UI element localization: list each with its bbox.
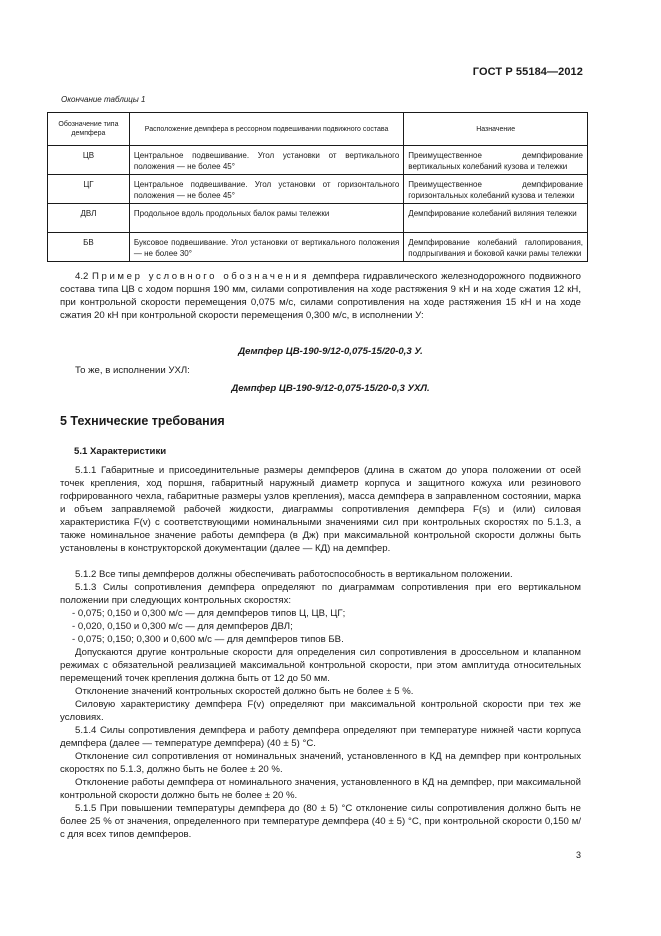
page-number: 3 [575,850,581,860]
cell-purpose: Демпфирование колебаний виляния тележки [404,204,588,233]
cell-code: ДВЛ [48,204,130,233]
cell-location: Центральное подвешивание. Угол установки от вертикального положения — не более 45° [129,146,403,175]
paragraph-allowed-speeds: Допускаются другие контрольные скорости для определения сил сопротивления в дроссельном и клапанном режимах с обязательной реализацией максимальной контрольной скорости, при этом амплитуда относительных перемещений точек крепления должна быть от 12 до 50 мм. [60,647,581,684]
cell-code: ЦВ [48,146,130,175]
example-number: 4.2 [75,271,89,282]
paragraph-5-1-1: 5.1.1 Габаритные и присоединительные размеры демпферов (длина в сжатом до упора положении от осей точек крепления, ход поршня, габаритный наружный диаметр корпуса и защитного кожуха или резинового гофрированного чехла, габаритные размеры узлов крепления), масса демпфера в заправленном состоянии, марка и объем заправляемой рабочей жидкости, диаграммы сопротивления демпфера F(s) и (или) силовая характеристика F(v) с соответствующими номинальными значениями сил при контрольных скоростях по 5.1.3, а также номинальное значение работы демпфера (в Дж) при максимальной контрольной скорости должны быть установлены в конструкторской документации (далее — КД) на демпфер. [60,465,581,554]
paragraph-5-1-4: 5.1.4 Силы сопротивления демпфера и работу демпфера определяют при температуре нижней части корпуса демпфера (далее — температуре демпфера) (40 ± 5) °С. [60,725,581,749]
paragraph-5-1-2: 5.1.2 Все типы демпферов должны обеспечивать работоспособность в вертикальном положении. [75,569,513,580]
designation-formula-uhl: Демпфер ЦВ-190-9/12-0,075-15/20-0,3 УХЛ. [231,383,430,394]
table-caption: Окончание таблицы 1 [61,95,146,104]
example-paragraph [60,270,581,322]
cell-purpose: Демпфирование колебаний галопирования, подпрыгивания и боковой качки рамы тележки [404,233,588,262]
list-item: - 0,075; 0,150; 0,300 и 0,600 м/с — для демпферов типов БВ. [72,634,344,645]
header-location: Расположение демпфера в рессорном подвешивании подвижного состава [129,113,403,146]
cell-purpose: Преимущественное демпфирование горизонтальных колебаний кузова и тележки [404,175,588,204]
paragraph-5-1-5: 5.1.5 При повышении температуры демпфера до (80 ± 5) °С отклонение силы сопротивления должно быть не более 25 % от значения, определенного при температуре демпфера (40 ± 5) °С, при контрольной скорости 0,150 м/с для всех типов демпферов. [60,803,581,840]
designation-formula-u: Демпфер ЦВ-190-9/12-0,075-15/20-0,3 У. [238,346,423,357]
cell-location: Центральное подвешивание. Угол установки от горизонтального положения — не более 45° [129,175,403,204]
document-id: ГОСТ Р 55184—2012 [472,66,583,78]
cell-location: Буксовое подвешивание. Угол установки от вертикального положения — не более 30° [129,233,403,262]
cell-purpose: Преимущественное демпфирование вертикальных колебаний кузова и тележки [404,146,588,175]
paragraph-force-deviation: Отклонение сил сопротивления от номинальных значений, установленного в КД на демпфер при контрольных скоростях по 5.1.3, должно быть не более ± 20 %. [60,751,581,775]
table-row [48,233,588,262]
header-purpose: Назначение [404,113,588,146]
table-row [48,146,588,175]
table-row [48,204,588,233]
list-item: - 0,075; 0,150 и 0,300 м/с — для демпферов типов Ц, ЦВ, ЦГ; [72,608,346,619]
cell-location: Продольное вдоль продольных балок рамы тележки [129,204,403,233]
damper-table [47,112,588,262]
subsection-title: 5.1 Характеристики [74,446,167,457]
table-row [48,175,588,204]
list-item: - 0,020, 0,150 и 0,300 м/с — для демпферов ДВЛ; [72,621,293,632]
paragraph-5-1-3: 5.1.3 Силы сопротивления демпфера определяют по диаграммам сопротивления при его вертикальном положении при следующих контрольных скоростях: [60,582,581,606]
same-uhl-text: То же, в исполнении УХЛ: [75,365,190,376]
example-text: демпфера гидравлического железнодорожного подвижного состава типа ЦВ с ходом поршня 190 мм, силами сопротивления на ходе растяжения 9 кН и на ходе сжатия 12 кН, при контрольной скорости перемещения 0,075 м/с, силами сопротивления на ходе растяжения 15 кН и на ходе сжатия 20 кН при контрольной скорости перемещения 0,300 м/с, в исполнении У: [60,271,582,321]
example-spaced-phrase: Пример условного обозначения [92,271,310,282]
header-type: Обозначение типа демпфера [48,113,130,146]
table-header-row [48,113,588,146]
paragraph-force-characteristic: Силовую характеристику демпфера F(v) определяют при максимальной контрольной скорости при тех же условиях. [60,699,581,723]
cell-code: ЦГ [48,175,130,204]
paragraph-work-deviation: Отклонение работы демпфера от номинального значения, установленного в КД на демпфер, при максимальной контрольной скорости должно быть не более ± 20 %. [60,777,581,801]
section-title: 5 Технические требования [60,414,225,428]
cell-code: БВ [48,233,130,262]
paragraph-speed-deviation: Отклонение значений контрольных скоростей должно быть не более ± 5 %. [75,686,414,697]
